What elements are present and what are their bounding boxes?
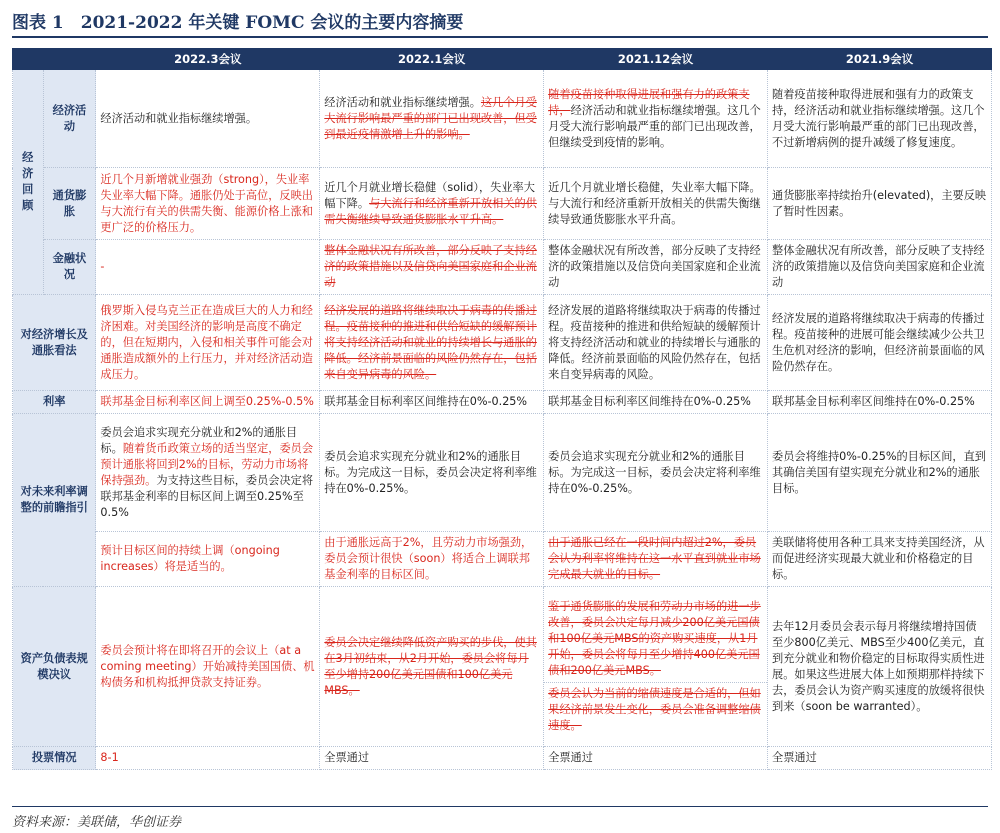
source-note: 资料来源：美联储，华创证券	[12, 806, 988, 830]
row-label-inflation: 通货膨胀	[43, 168, 96, 240]
cell	[320, 70, 544, 168]
cell: 美联储将使用各种工具来支持美国经济，从而促进经济实现最大就业和价格稳定的目标。	[768, 532, 992, 587]
cell: 经济发展的道路将继续取决于病毒的传播过程。疫苗接种的推进和供给短缺的缓解预计将支持经济活动和就业的持续增长与通胀的降低。经济前景面临的风险仍然存在，包括来自变异病毒的风险。	[544, 295, 768, 391]
cell-text: 为支持这些目标，委员会决定将联邦基金利率的目标区间上调至0.25%至0.5%	[100, 473, 314, 519]
cell: 整体金融状况有所改善，部分反映了支持经济的政策措施以及信贷向美国家庭和企业流动	[320, 240, 544, 295]
cell: 去年12月委员会表示每月将继续增持国债至少800亿美元、MBS至少400亿美元，直到充分就业和物价稳定的目标取得实质性进展。如果这些进展大体上如预期那样持续下去，委员会认为资产购买速度的放缓将很快到来（soon be warranted）。	[768, 587, 992, 747]
cell: 全票通过	[768, 747, 992, 770]
table-row	[13, 168, 992, 240]
header-2021-12: 2021.12会议	[544, 49, 768, 70]
header-2022-1: 2022.1会议	[320, 49, 544, 70]
table-row	[13, 391, 992, 414]
cell: 经济活动和就业指标继续增强。	[96, 70, 320, 168]
table-row	[13, 240, 992, 295]
table-row	[13, 70, 992, 168]
row-label-balance: 资产负债表规模决议	[13, 587, 96, 747]
cell: 随着疫苗接种取得进展和强有力的政策支持，经济活动和就业指标继续增强。这几个月受大流行影响最严重的部门已出现改善，不过新增病例的提升减缓了修复速度。	[768, 70, 992, 168]
table-header-row	[13, 49, 992, 70]
cell	[320, 168, 544, 240]
row-label-rate: 利率	[13, 391, 96, 414]
cell	[96, 414, 320, 532]
cell: 联邦基金目标利率区间维持在0%-0.25%	[320, 391, 544, 414]
header-2021-9: 2021.9会议	[768, 49, 992, 70]
row-label-financial: 金融状况	[43, 240, 96, 295]
strike-text: 委员会认为当前的缩债速度是合适的，但如果经济前景发生变化，委员会准备调整缩债速度。	[548, 687, 761, 732]
cell: -	[96, 240, 320, 295]
cell: 经济发展的道路将继续取决于病毒的传播过程。疫苗接种的推进和供给短缺的缓解预计将支持经济活动和就业的持续增长与通胀的降低。经济前景面临的风险仍然存在，包括来自变异病毒的风险。	[320, 295, 544, 391]
red-text: 随着货币政策立场的适当坚定，委员会预计通胀将回到2%的目标，劳动力市场将保持强劲。	[100, 441, 314, 487]
cell	[544, 587, 768, 747]
cell: 经济发展的道路将继续取决于病毒的传播过程。疫苗接种的进展可能会继续减少公共卫生危机对经济的影响，但经济前景面临的风险仍然存在。	[768, 295, 992, 391]
row-label-vote: 投票情况	[13, 747, 96, 770]
cell: 联邦基金目标利率区间维持在0%-0.25%	[544, 391, 768, 414]
strike-text: 这几个月受大流行影响最严重的部门已出现改善，但受到最近疫情激增上升的影响。	[324, 95, 537, 141]
cell: 由于通胀已经在一段时间内超过2%，委员会认为利率将维持在这一水平直到就业市场完成最大就业的目标。	[544, 532, 768, 587]
cell-text: 近几个月就业增长稳健（solid），失业率大幅下降。	[324, 180, 535, 210]
cell: 联邦基金目标利率区间上调至0.25%-0.5%	[96, 391, 320, 414]
header-corner	[13, 49, 96, 70]
cell: 委员会预计将在即将召开的会议上（at a coming meeting）开始减持美国国债、机构债务和机构抵押贷款支持证券。	[96, 587, 320, 747]
table-row	[13, 532, 992, 587]
cell-text: 经济活动和就业指标继续增强。这几个月受大流行影响最严重的部门已出现改善，但继续受到疫情的影响。	[548, 103, 761, 149]
cell: 近几个月就业增长稳健，失业率大幅下降。与大流行和经济重新开放相关的供需失衡继续导致通货膨胀水平升高。	[544, 168, 768, 240]
cell: 俄罗斯入侵乌克兰正在造成巨大的人力和经济困难。对美国经济的影响是高度不确定的，但在短期内，入侵和相关事件可能会对通胀造成额外的上行压力，并对经济活动造成压力。	[96, 295, 320, 391]
cell: 近几个月新增就业强劲（strong），失业率失业率大幅下降。通胀仍处于高位，反映出与大流行有关的供需失衡、能源价格上涨和更广泛的价格压力。	[96, 168, 320, 240]
header-2022-3: 2022.3会议	[96, 49, 320, 70]
strike-text: 鉴于通货膨胀的发展和劳动力市场的进一步改善，委员会决定每月减少200亿美元国债和100亿美元MBS的资产购买速度，从1月开始，委员会将每月至少增持400亿美元国债和200亿美元MBS。	[544, 596, 767, 683]
title-bar	[12, 6, 988, 38]
strike-text: 随着疫苗接种取得进展和强有力的政策支持，	[548, 87, 750, 117]
cell	[544, 70, 768, 168]
table-row	[13, 587, 992, 747]
cell: 由于通胀远高于2%，且劳动力市场强劲，委员会预计很快（soon）将适合上调联邦基金利率的目标区间。	[320, 532, 544, 587]
cell: 联邦基金目标利率区间维持在0%-0.25%	[768, 391, 992, 414]
cell: 全票通过	[320, 747, 544, 770]
cell: 委员会决定继续降低资产购买的步伐，使其在3月初结束，从2月开始，委员会将每月至少增持200亿美元国债和100亿美元MBS。	[320, 587, 544, 747]
strike-text: 与大流行和经济重新开放相关的供需失衡继续导致通货膨胀水平升高。	[324, 196, 537, 226]
cell: 委员会将维持0%-0.25%的目标区间，直到其确信美国有望实现充分就业和2%的通胀目标。	[768, 414, 992, 532]
row-label-outlook: 对经济增长及通胀看法	[13, 295, 96, 391]
table-row	[13, 747, 992, 770]
row-label-guidance: 对未来利率调整的前瞻指引	[13, 414, 96, 587]
cell: 通货膨胀率持续抬升(elevated)，主要反映了暂时性因素。	[768, 168, 992, 240]
cell: 委员会追求实现充分就业和2%的通胀目标。为完成这一目标，委员会决定将利率维持在0%-0.25%。	[320, 414, 544, 532]
cell: 预计目标区间的持续上调（ongoing increases）将是适当的。	[96, 532, 320, 587]
table-row	[13, 414, 992, 532]
economy-group-label: 经济 回顾	[13, 70, 44, 295]
table-row	[13, 295, 992, 391]
cell: 整体金融状况有所改善，部分反映了支持经济的政策措施以及信贷向美国家庭和企业流动	[544, 240, 768, 295]
page-title: 图表 1 2021-2022 年关键 FOMC 会议的主要内容摘要	[12, 13, 464, 33]
cell: 8-1	[96, 747, 320, 770]
fomc-summary-table	[12, 48, 992, 770]
cell: 全票通过	[544, 747, 768, 770]
cell: 整体金融状况有所改善，部分反映了支持经济的政策措施以及信贷向美国家庭和企业流动	[768, 240, 992, 295]
cell: 委员会追求实现充分就业和2%的通胀目标。为完成这一目标，委员会决定将利率维持在0%-0.25%。	[544, 414, 768, 532]
cell-text: 经济活动和就业指标继续增强。	[324, 95, 481, 109]
row-label-econ-activity: 经济活动	[43, 70, 96, 168]
cell-text: 委员会追求实现充分就业和2%的通胀目标。	[100, 425, 298, 455]
